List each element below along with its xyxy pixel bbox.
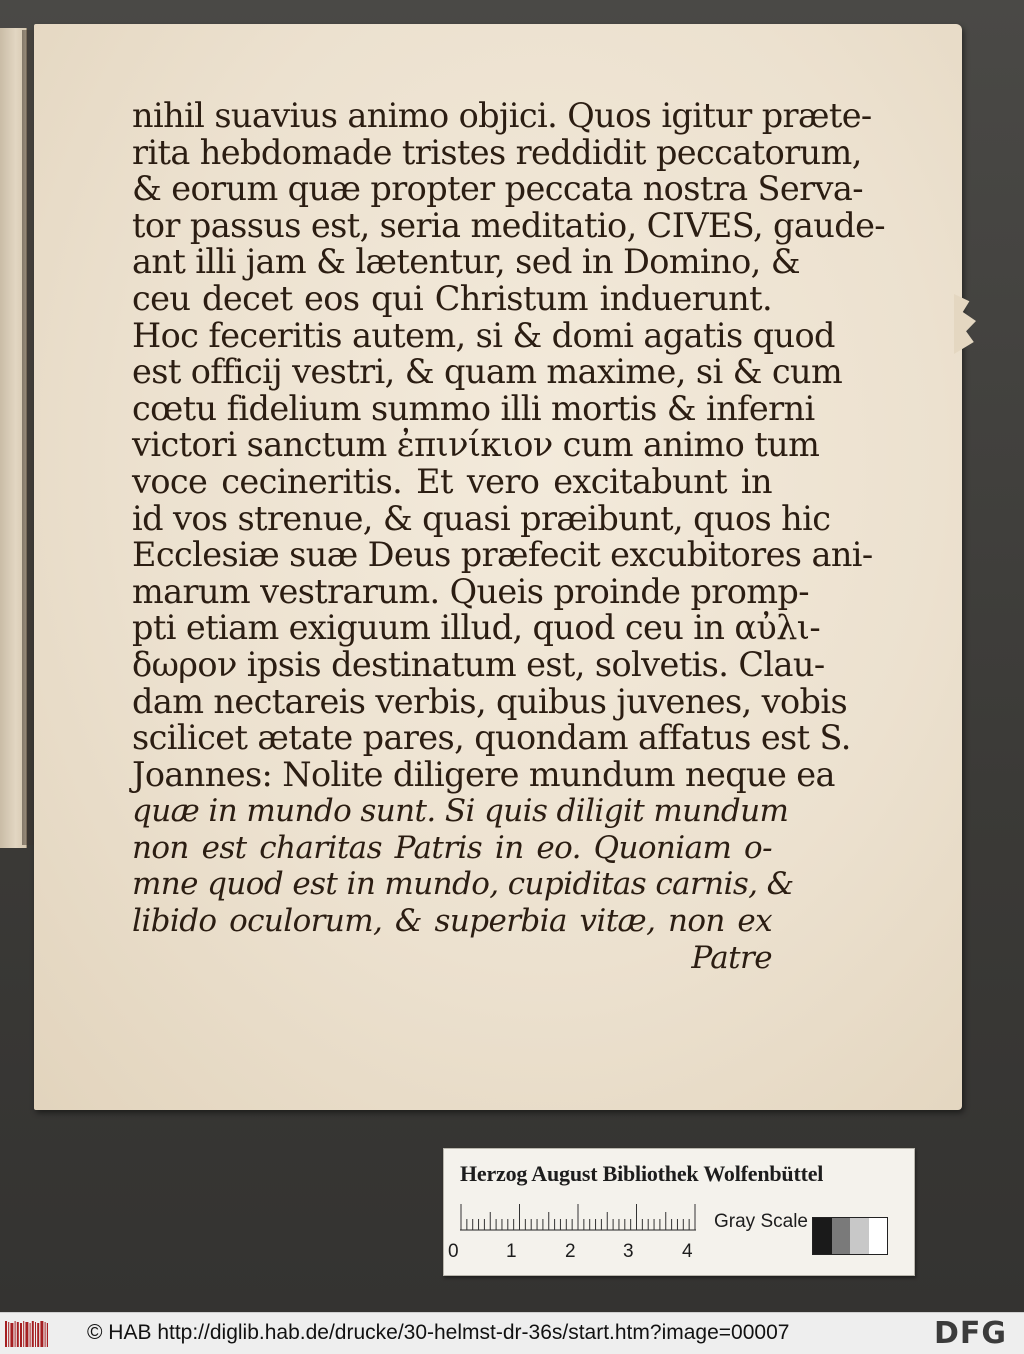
- ruler-number: 0: [448, 1241, 459, 1262]
- text-line: ceu decet eos qui Christum induerunt.: [132, 278, 772, 318]
- text-line: Ecclesiæ suæ Deus præfecit excubitores ani-: [132, 535, 873, 575]
- gray-scale-label: Gray Scale: [714, 1211, 808, 1232]
- logo-bar: [23, 1321, 24, 1347]
- color-calibration-card: [443, 1148, 915, 1276]
- catchword: Patre: [691, 939, 772, 976]
- logo-bar: [15, 1321, 16, 1347]
- card-title: Herzog August Bibliothek Wolfenbüttel: [460, 1161, 824, 1186]
- ruler-scale: [460, 1201, 700, 1231]
- ruler-numbers: [448, 1241, 716, 1265]
- ruler-number: 4: [682, 1241, 693, 1262]
- text-line: pti etiam exiguum illud, quod ceu in αὐλι-: [132, 608, 821, 648]
- logo-bar: [17, 1322, 19, 1347]
- text-line: cœtu fidelium summo illi mortis & inferni: [132, 388, 815, 428]
- gray-scale-swatches: [812, 1217, 888, 1255]
- logo-bar: [35, 1322, 36, 1347]
- book-page: [34, 24, 962, 1110]
- text-line: & eorum quæ propter peccata nostra Serva-: [132, 169, 863, 209]
- logo-bar: [40, 1321, 43, 1347]
- ruler-number: 2: [565, 1241, 576, 1262]
- text-line-italic: quæ in mundo sunt. Si quis diligit mundum: [132, 793, 789, 830]
- logo-bar: [25, 1322, 28, 1347]
- text-line: dam nectareis verbis, quibus juvenes, vobis: [132, 681, 848, 721]
- logo-bar: [30, 1323, 31, 1347]
- page-text: [132, 96, 886, 976]
- ruler-number: 3: [623, 1241, 634, 1262]
- gray-swatch: [850, 1218, 869, 1254]
- text-line: scilicet ætate pares, quondam affatus est S.: [132, 718, 851, 758]
- hab-barcode-logo-icon: [4, 1319, 48, 1349]
- text-line-italic: libido oculorum, & superbia vitæ, non ex: [132, 903, 772, 940]
- text-line-italic: mne quod est in mundo, cupiditas carnis, &: [132, 866, 794, 903]
- gray-swatch: [813, 1218, 832, 1254]
- logo-bar: [45, 1322, 46, 1347]
- logo-bar: [10, 1323, 13, 1347]
- logo-bar: [5, 1321, 7, 1347]
- text-line: est officij vestri, & quam maxime, si & cum: [132, 352, 843, 392]
- text-line: voce cecineritis. Et vero excitabunt in: [132, 461, 772, 501]
- footer-attribution: © HAB http://diglib.hab.de/drucke/30-helmst-dr-36s/start.htm?image=00007: [87, 1321, 790, 1344]
- text-line: marum vestrarum. Queis proinde promp-: [132, 571, 809, 611]
- logo-bar: [32, 1321, 34, 1347]
- text-line: ant illi jam & lætentur, sed in Domino, &: [132, 242, 800, 282]
- footer-bar: [0, 1312, 1024, 1354]
- dfg-logo: DFG: [934, 1316, 1008, 1351]
- logo-bar: [37, 1323, 39, 1347]
- text-line: rita hebdomade tristes reddidit peccatorum,: [132, 132, 862, 172]
- text-line: δωρον ipsis destinatum est, solvetis. Clau-: [132, 644, 825, 684]
- ruler-number: 1: [506, 1241, 517, 1262]
- text-line: victori sanctum ἐπινίκιον cum animo tum: [132, 425, 820, 465]
- text-line-italic: non est charitas Patris in eo. Quoniam o-: [132, 829, 772, 866]
- text-line: id vos strenue, & quasi præibunt, quos hic: [132, 498, 831, 538]
- logo-bar: [8, 1322, 9, 1347]
- logo-bar: [20, 1323, 22, 1347]
- gray-swatch: [832, 1218, 851, 1254]
- text-line: nihil suavius animo objici. Quos igitur præte-: [132, 96, 872, 135]
- text-line: Joannes: Nolite diligere mundum neque ea: [132, 754, 835, 794]
- gray-swatch: [869, 1218, 888, 1254]
- text-line: tor passus est, seria meditatio, CIVES, gaude-: [132, 205, 886, 245]
- text-line: Hoc feceritis autem, si & domi agatis quod: [132, 315, 835, 355]
- logo-bar: [47, 1323, 48, 1347]
